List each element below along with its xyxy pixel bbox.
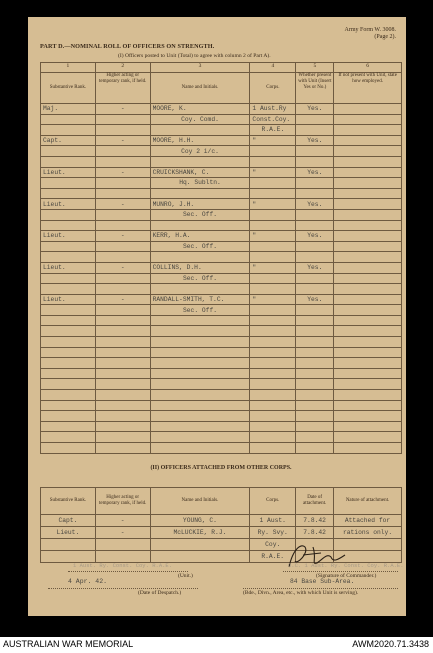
blank-cell [334,368,402,379]
higher-rank-cell [95,188,150,199]
higher-rank-cell: - [95,199,150,210]
attached-header-higher: Higher acting or temporary rank, if held. [95,488,150,515]
blank-cell [296,347,334,358]
present-cell: Yes. [296,262,334,273]
blank-cell [150,390,250,401]
blank-cell [296,390,334,401]
present-cell [296,252,334,263]
blank-cell [41,337,96,348]
present-cell: Yes. [296,135,334,146]
table-row [41,199,402,210]
blank-cell [41,347,96,358]
table-row [41,104,402,115]
blank-cell [334,347,402,358]
attached-header-row [41,488,402,515]
employed-cell [334,114,402,125]
blank-row [41,390,402,401]
corps-cell [250,252,296,263]
column-header-row [41,73,402,104]
rank-cell [41,305,96,316]
date-cell: 7.8.42 [296,515,334,527]
blank-cell [150,379,250,390]
rank-cell [41,156,96,167]
employed-cell [334,294,402,305]
header-employed: If not present with Unit, state how employed. [334,73,402,104]
rank-cell [41,551,96,563]
appointment-cell: Coy. Comd. [150,114,250,125]
blank-cell [95,432,150,443]
blank-cell [95,421,150,432]
higher-rank-cell [95,252,150,263]
employed-cell [334,273,402,284]
name-cell: McLUCKIE, R.J. [150,527,250,539]
corps-cell: Ry. Svy. [250,527,296,539]
officers-roll-table [40,62,402,454]
blank-cell [334,432,402,443]
blank-cell [250,368,296,379]
blank-cell [150,326,250,337]
rank-cell [41,114,96,125]
higher-rank-cell [95,315,150,326]
nature-cell: Attached for [334,515,402,527]
corps-cell [250,209,296,220]
blank-cell [296,337,334,348]
corps-cell: R.A.E. [250,125,296,136]
name-cell [150,315,250,326]
corps-cell: " [250,167,296,178]
employed-cell [334,146,402,157]
table-row [41,305,402,316]
col-number: 6 [334,63,402,73]
blank-cell [296,368,334,379]
employed-cell [334,231,402,242]
blank-cell [41,390,96,401]
blank-cell [41,411,96,422]
employed-cell [334,262,402,273]
blank-cell [334,400,402,411]
name-cell [150,188,250,199]
blank-cell [95,400,150,411]
blank-cell [41,368,96,379]
higher-rank-cell: - [95,104,150,115]
blank-cell [296,326,334,337]
roll-body [41,104,402,454]
table-row [41,209,402,220]
blank-cell [95,443,150,454]
rank-cell: Lieut. [41,294,96,305]
corps-cell [250,178,296,189]
rank-cell [41,220,96,231]
corps-cell: " [250,135,296,146]
blank-cell [150,347,250,358]
blank-cell [250,347,296,358]
blank-row [41,432,402,443]
blank-cell [150,337,250,348]
corps-cell: R.A.E. [250,551,296,563]
blank-row [41,347,402,358]
blank-cell [150,368,250,379]
higher-rank-cell: - [95,231,150,242]
name-cell: RANDALL-SMITH, T.C. [150,294,250,305]
name-cell [150,156,250,167]
rank-cell [41,284,96,295]
blank-cell [95,411,150,422]
corps-cell: " [250,231,296,242]
nature-cell: rations only. [334,527,402,539]
col-number: 1 [41,63,96,73]
higher-rank-cell: - [95,262,150,273]
name-cell: MOORE, K. [150,104,250,115]
blank-cell [250,337,296,348]
blank-cell [296,432,334,443]
section-one-subtitle: (I) Officers posted to Unit (Total) to agree with column 2 of Part A). [118,53,271,59]
employed-cell [334,315,402,326]
name-cell: YOUNG, C. [150,515,250,527]
blank-cell [250,358,296,369]
blank-cell [95,368,150,379]
rank-cell: Capt. [41,135,96,146]
blank-row [41,368,402,379]
blank-row [41,400,402,411]
blank-cell [150,400,250,411]
table-row [41,146,402,157]
present-cell [296,146,334,157]
corps-cell: " [250,199,296,210]
blank-cell [41,326,96,337]
blank-cell [334,390,402,401]
higher-rank-cell [95,220,150,231]
corps-cell [250,146,296,157]
archive-reference: AWM2020.71.3438 [352,639,429,649]
name-cell: KERR, H.A. [150,231,250,242]
higher-rank-cell: - [95,294,150,305]
blank-cell [150,411,250,422]
despatch-date-label: (Date of Despatch.) [138,590,182,596]
appointment-cell: Coy 2 i/c. [150,146,250,157]
higher-rank-cell [95,114,150,125]
present-cell: Yes. [296,199,334,210]
blank-cell [95,358,150,369]
archive-name: AUSTRALIAN WAR MEMORIAL [3,639,134,649]
archive-footer [0,637,433,653]
employed-cell [334,156,402,167]
employed-cell [334,135,402,146]
despatch-date: 4 Apr. 42. [68,578,108,585]
present-cell [296,156,334,167]
employed-cell [334,209,402,220]
header-name: Name and Initials. [150,73,250,104]
corps-cell [250,156,296,167]
table-row [41,178,402,189]
corps-cell [250,273,296,284]
blank-cell [150,443,250,454]
name-cell [150,252,250,263]
table-row [41,294,402,305]
employed-cell [334,305,402,316]
higher-rank-cell: - [95,167,150,178]
blank-cell [150,358,250,369]
corps-cell [250,241,296,252]
present-cell [296,284,334,295]
employed-cell [334,178,402,189]
blank-row [41,358,402,369]
present-cell: Yes. [296,231,334,242]
rank-cell: Capt. [41,515,96,527]
present-cell [296,305,334,316]
rank-cell: Lieut. [41,231,96,242]
rank-cell [41,125,96,136]
col-number: 4 [250,63,296,73]
bde-label: (Bde., Divn., Area, etc., with which Unit is serving). [243,590,359,596]
rank-cell [41,241,96,252]
higher-rank-cell: - [95,135,150,146]
table-row [41,188,402,199]
corps-cell [250,188,296,199]
appointment-cell: Sec. Off. [150,273,250,284]
header-present: Whether present with Unit (Insert Yes or No.) [296,73,334,104]
rank-cell [41,146,96,157]
document-page [28,17,406,616]
blank-cell [95,326,150,337]
corps-cell [250,305,296,316]
header-corps: Corps. [250,73,296,104]
blank-row [41,443,402,454]
attached-officers-title: (II) OFFICERS ATTACHED FROM OTHER CORPS. [150,465,292,471]
blank-cell [250,326,296,337]
present-cell [296,125,334,136]
blank-cell [41,379,96,390]
name-cell [150,551,250,563]
table-row [41,262,402,273]
blank-row [41,411,402,422]
higher-rank-cell [95,209,150,220]
present-cell: Yes. [296,104,334,115]
corps-cell: " [250,294,296,305]
rank-cell [41,252,96,263]
table-row [41,241,402,252]
blank-cell [334,358,402,369]
appointment-cell: Sec. Off. [150,305,250,316]
name-cell: MUNRO, J.H. [150,199,250,210]
higher-rank-cell [95,125,150,136]
table-row [41,167,402,178]
attached-header-corps: Corps. [250,488,296,515]
blank-cell [296,400,334,411]
commander-label: (Signature of Commander.) [316,573,377,579]
name-cell [150,284,250,295]
table-row [41,135,402,146]
unit-stamp: 1 Aust. Ry. Const. Coy. R.A.E. [73,562,173,569]
blank-cell [95,347,150,358]
blank-cell [250,411,296,422]
blank-cell [95,337,150,348]
blank-cell [250,390,296,401]
table-row [41,114,402,125]
name-cell [150,539,250,551]
corps-cell: 1 Aust. [250,515,296,527]
blank-cell [334,411,402,422]
attached-header-name: Name and Initials. [150,488,250,515]
employed-cell [334,241,402,252]
table-row [41,220,402,231]
blank-cell [334,421,402,432]
employed-cell [334,252,402,263]
present-cell [296,209,334,220]
blank-cell [296,411,334,422]
blank-cell [41,443,96,454]
date-cell: 7.8.42 [296,527,334,539]
attached-header-rank: Substantive Rank. [41,488,96,515]
bde-area: 84 Base Sub-Area. [290,578,355,585]
corps-cell: Coy. [250,539,296,551]
name-cell: MOORE, H.H. [150,135,250,146]
rank-cell: Lieut. [41,262,96,273]
form-reference [344,27,396,41]
corps-cell [250,284,296,295]
higher-rank-cell: - [95,527,150,539]
unit-label: (Unit.) [178,573,193,579]
col-number: 5 [296,63,334,73]
higher-rank-cell [95,273,150,284]
rank-cell [41,209,96,220]
name-cell: CRUICKSHANK, C. [150,167,250,178]
rank-cell: Lieut. [41,167,96,178]
higher-rank-cell [95,539,150,551]
blank-cell [334,337,402,348]
corps-cell: 1 Aust.Ry [250,104,296,115]
table-row [41,527,402,539]
part-d-title: PART D.—NOMINAL ROLL OF OFFICERS ON STRENGTH. [40,43,215,50]
corps-cell [250,220,296,231]
blank-cell [95,379,150,390]
blank-cell [334,379,402,390]
table-row [41,252,402,263]
table-row [41,284,402,295]
oc-stamp: O.C. 1 Aust. Ry. Const. Coy. R.A.E. [288,562,404,569]
rank-cell [41,315,96,326]
blank-cell [250,400,296,411]
blank-cell [250,432,296,443]
table-row [41,231,402,242]
blank-row [41,337,402,348]
table-row [41,273,402,284]
higher-rank-cell [95,305,150,316]
rank-cell [41,178,96,189]
col-number: 3 [150,63,250,73]
name-cell [150,125,250,136]
blank-row [41,421,402,432]
header-substantive-rank: Substantive Rank. [41,73,96,104]
corps-cell: Const.Coy. [250,114,296,125]
present-cell [296,188,334,199]
present-cell [296,315,334,326]
page-number: (Page 2). [374,34,396,40]
appointment-cell: Sec. Off. [150,241,250,252]
present-cell [296,114,334,125]
higher-rank-cell [95,551,150,563]
rank-cell [41,273,96,284]
higher-rank-cell [95,156,150,167]
higher-rank-cell [95,146,150,157]
column-number-row [41,63,402,73]
blank-cell [150,432,250,443]
higher-rank-cell [95,241,150,252]
blank-cell [41,421,96,432]
col-number: 2 [95,63,150,73]
table-row [41,125,402,136]
table-row [41,315,402,326]
attached-header-nature: Nature of attachment. [334,488,402,515]
present-cell [296,273,334,284]
blank-cell [41,400,96,411]
blank-cell [296,379,334,390]
rank-cell: Lieut. [41,527,96,539]
blank-cell [250,421,296,432]
employed-cell [334,167,402,178]
employed-cell [334,220,402,231]
blank-cell [334,443,402,454]
rank-cell [41,539,96,551]
blank-row [41,379,402,390]
rank-cell [41,188,96,199]
employed-cell [334,125,402,136]
blank-cell [334,326,402,337]
employed-cell [334,188,402,199]
blank-cell [296,421,334,432]
name-cell [150,220,250,231]
present-cell: Yes. [296,294,334,305]
blank-cell [150,421,250,432]
attached-header-date: Date of attachment. [296,488,334,515]
present-cell [296,220,334,231]
employed-cell [334,104,402,115]
present-cell [296,178,334,189]
employed-cell [334,284,402,295]
appointment-cell: Hq. Subltn. [150,178,250,189]
corps-cell [250,315,296,326]
form-name: Army Form W. 3008. [344,27,396,33]
rank-cell: Maj. [41,104,96,115]
blank-cell [296,358,334,369]
blank-cell [95,390,150,401]
present-cell [296,241,334,252]
header-higher-rank: Higher acting or temporary rank, if held. [95,73,150,104]
table-row [41,156,402,167]
blank-cell [296,443,334,454]
present-cell: Yes. [296,167,334,178]
higher-rank-cell: - [95,515,150,527]
table-row [41,515,402,527]
corps-cell: " [250,262,296,273]
blank-cell [41,358,96,369]
employed-cell [334,199,402,210]
name-cell: COLLINS, D.H. [150,262,250,273]
blank-cell [250,379,296,390]
higher-rank-cell [95,178,150,189]
blank-row [41,326,402,337]
blank-cell [41,432,96,443]
rank-cell: Lieut. [41,199,96,210]
higher-rank-cell [95,284,150,295]
appointment-cell: Sec. Off. [150,209,250,220]
blank-cell [250,443,296,454]
